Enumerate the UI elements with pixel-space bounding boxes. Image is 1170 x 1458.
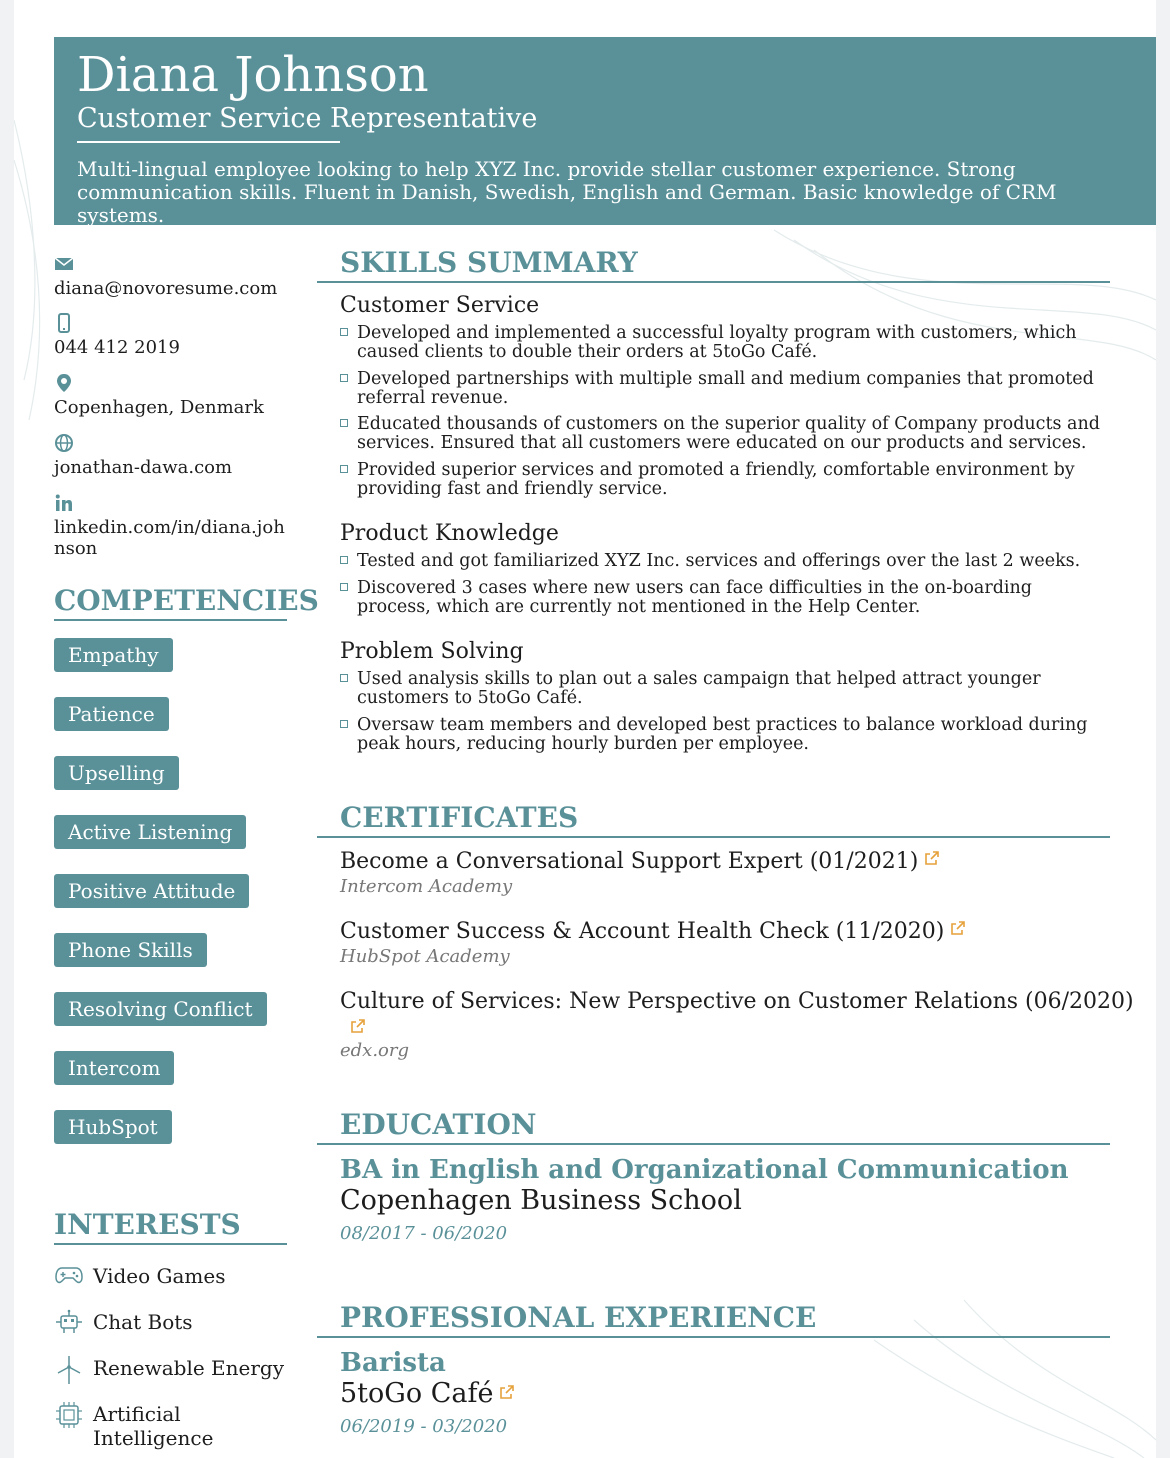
skill-group-title: Customer Service <box>340 293 540 318</box>
candidate-name: Diana Johnson <box>77 47 429 103</box>
candidate-role: Customer Service Representative <box>77 103 538 134</box>
interest-item <box>54 1355 290 1385</box>
competency-tag: Active Listening <box>54 815 246 849</box>
competency-tag: Patience <box>54 697 169 731</box>
chip-icon <box>54 1401 84 1429</box>
skill-bullet-text: Developed partnerships with multiple small and medium companies that promoted referral revenue. <box>357 369 1094 408</box>
external-link-icon[interactable] <box>924 850 940 866</box>
interest-item <box>54 1263 290 1293</box>
certificates-rule <box>317 836 1110 838</box>
skill-bullet-text: Provided superior services and promoted a friendly, comfortable environment by providing fast and friendly service. <box>357 460 1075 499</box>
certificates-heading: CERTIFICATES <box>340 801 579 834</box>
interest-label: Renewable Energy <box>93 1356 285 1380</box>
website-text[interactable]: jonathan-dawa.com <box>54 457 233 478</box>
competency-tag: Intercom <box>54 1051 174 1085</box>
gamepad-icon <box>54 1263 84 1287</box>
bullet-square-icon <box>340 465 348 473</box>
contact-linkedin <box>54 493 290 559</box>
company-name-text: 5toGo Café <box>340 1378 494 1409</box>
bullet-square-icon <box>340 720 348 728</box>
competency-tag: Phone Skills <box>54 933 207 967</box>
job-title: Barista <box>340 1348 446 1378</box>
resume-page <box>14 0 1156 1458</box>
certificate-title-text: Customer Success & Account Health Check (11/2020) <box>340 919 945 944</box>
skill-bullet-text: Educated thousands of customers on the superior quality of Company products and services. Ensured that all customers were educated on our products and services. <box>357 414 1100 453</box>
competency-tag: Resolving Conflict <box>54 992 267 1026</box>
skill-group-title: Problem Solving <box>340 639 524 664</box>
interest-item <box>54 1309 290 1339</box>
skill-bullet-text: Tested and got familiarized XYZ Inc. services and offerings over the last 2 weeks. <box>357 551 1081 571</box>
degree-title: BA in English and Organizational Communication <box>340 1155 1069 1185</box>
mobile-phone-icon <box>54 313 74 333</box>
bullet-square-icon <box>340 583 348 591</box>
skill-bullet-text: Used analysis skills to plan out a sales campaign that helped attract younger customers to 5toGo Café. <box>357 669 1041 708</box>
wind-turbine-icon <box>54 1355 84 1385</box>
skill-bullet <box>340 370 1110 408</box>
interest-label: Video Games <box>93 1264 226 1288</box>
school-name: Copenhagen Business School <box>340 1185 742 1216</box>
certificate-title-text: Culture of Services: New Perspective on Customer Relations (06/2020) <box>340 989 1134 1014</box>
competency-tag: Empathy <box>54 638 173 672</box>
contact-location <box>54 373 290 418</box>
globe-icon <box>54 433 74 453</box>
education-rule <box>317 1143 1110 1145</box>
email-text[interactable]: diana@novoresume.com <box>54 278 278 299</box>
certificate-title <box>340 849 940 875</box>
skill-bullet <box>340 552 1110 571</box>
bullet-square-icon <box>340 374 348 382</box>
location-pin-icon <box>54 373 74 393</box>
education-dates: 08/2017 - 06/2020 <box>340 1223 508 1244</box>
education-heading: EDUCATION <box>340 1108 537 1141</box>
skill-bullet <box>340 670 1110 708</box>
external-link-icon[interactable] <box>499 1384 515 1400</box>
skill-bullet <box>340 579 1110 617</box>
competencies-heading: COMPETENCIES <box>54 584 319 617</box>
robot-icon <box>54 1309 84 1335</box>
email-icon <box>54 254 74 274</box>
certificate-issuer: HubSpot Academy <box>340 946 510 967</box>
experience-rule <box>317 1336 1110 1338</box>
skills-rule <box>317 281 1110 283</box>
certificate-title <box>340 989 1134 1015</box>
bullet-square-icon <box>340 419 348 427</box>
competencies-rule <box>54 619 287 621</box>
interest-label: Artificial Intelligence <box>93 1402 214 1450</box>
certificate-title-text: Become a Conversational Support Expert (01/2021) <box>340 849 919 874</box>
competency-tag: Positive Attitude <box>54 874 249 908</box>
certificate-issuer: Intercom Academy <box>340 876 513 897</box>
bullet-square-icon <box>340 556 348 564</box>
experience-dates: 06/2019 - 03/2020 <box>340 1416 508 1437</box>
contact-email <box>54 254 290 299</box>
certificate-issuer: edx.org <box>340 1040 410 1061</box>
skill-bullet <box>340 324 1110 362</box>
role-underline <box>77 141 340 143</box>
profile-summary: Multi-lingual employee looking to help XYZ Inc. provide stellar customer experience. Strong communication skills. Fluent in Danish, Swedish, English and German. Basic knowledge of CRM systems. <box>77 157 1057 227</box>
competency-tag: Upselling <box>54 756 179 790</box>
linkedin-icon <box>54 493 74 513</box>
interest-item <box>54 1401 290 1453</box>
certificate-title <box>340 919 966 945</box>
external-link-icon[interactable] <box>350 1018 366 1034</box>
skill-group-title: Product Knowledge <box>340 521 559 546</box>
skill-bullet-text: Oversaw team members and developed best practices to balance workload during peak hours, reducing hourly burden per employee. <box>357 715 1088 754</box>
phone-text: 044 412 2019 <box>54 337 180 358</box>
interests-rule <box>54 1243 287 1245</box>
location-text: Copenhagen, Denmark <box>54 397 264 418</box>
external-link-icon[interactable] <box>950 920 966 936</box>
interest-label: Chat Bots <box>93 1310 193 1334</box>
contact-website <box>54 433 290 478</box>
interests-heading: INTERESTS <box>54 1208 241 1241</box>
bullet-square-icon <box>340 674 348 682</box>
header-banner <box>54 37 1156 225</box>
linkedin-text[interactable]: linkedin.com/in/diana.johnson <box>54 517 285 559</box>
skill-bullet <box>340 461 1110 499</box>
experience-heading: PROFESSIONAL EXPERIENCE <box>340 1301 817 1334</box>
skill-bullet <box>340 716 1110 754</box>
contact-phone <box>54 313 290 358</box>
skill-bullet <box>340 415 1110 453</box>
skills-heading: SKILLS SUMMARY <box>340 246 638 279</box>
skill-bullet-text: Developed and implemented a successful loyalty program with customers, which caused clients to double their orders at 5toGo Café. <box>357 323 1077 362</box>
company-name <box>340 1379 515 1409</box>
skill-bullet-text: Discovered 3 cases where new users can face difficulties in the on-boarding process, which are currently not mentioned in the Help Center. <box>357 578 1032 617</box>
bullet-square-icon <box>340 328 348 336</box>
competency-tag: HubSpot <box>54 1110 172 1144</box>
